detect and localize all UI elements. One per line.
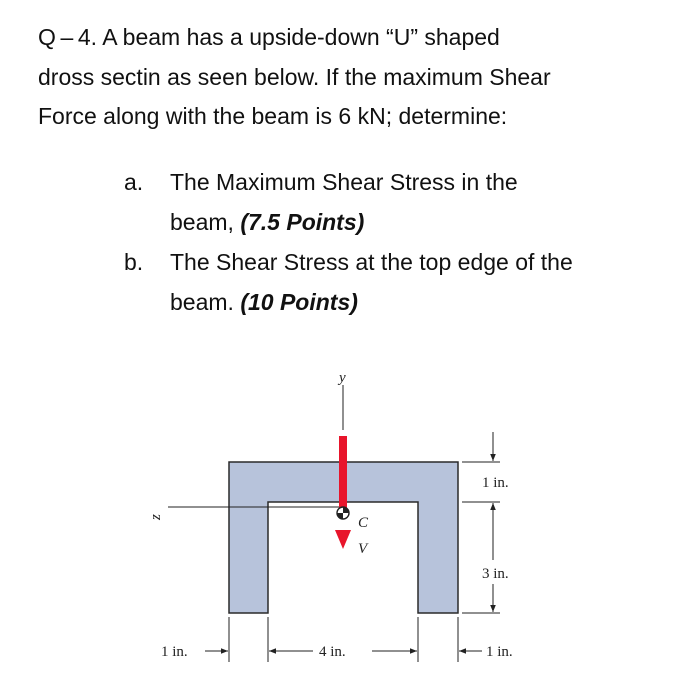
- question-line-3: Force along with the beam is 6 kN; determine:: [38, 103, 508, 129]
- part-b-text-end: beam.: [170, 289, 234, 315]
- dim-right-label: 1 in.: [486, 644, 513, 660]
- part-a-marker: a.: [124, 169, 144, 195]
- part-b-line-1: The Shear Stress at the top edge of the: [170, 249, 573, 275]
- y-axis-label: y: [339, 370, 346, 386]
- dim-left-label: 1 in.: [161, 644, 188, 660]
- part-b-marker: b.: [124, 249, 144, 275]
- question-line-2: dross sectin as seen below. If the maximum Shear: [38, 63, 551, 90]
- z-axis-label: z: [148, 514, 164, 520]
- dim-height-label: 3 in.: [482, 566, 509, 582]
- part-a-points: (7.5 Points): [240, 209, 365, 235]
- dim-top-label: 1 in.: [482, 475, 509, 491]
- question-line-1: Q – 4. A beam has a upside-down “U” shaped: [38, 24, 500, 50]
- centroid-label: C: [358, 515, 369, 531]
- shear-arrow-head: [335, 530, 351, 549]
- centroid-icon: [337, 507, 349, 519]
- part-b-points: (10 Points): [240, 289, 358, 315]
- shear-label: V: [358, 541, 368, 557]
- dim-middle-label: 4 in.: [319, 644, 346, 660]
- part-a-text-end: beam,: [170, 209, 234, 235]
- part-a-line-1: The Maximum Shear Stress in the: [170, 169, 518, 195]
- shear-arrow-shaft: [339, 436, 347, 516]
